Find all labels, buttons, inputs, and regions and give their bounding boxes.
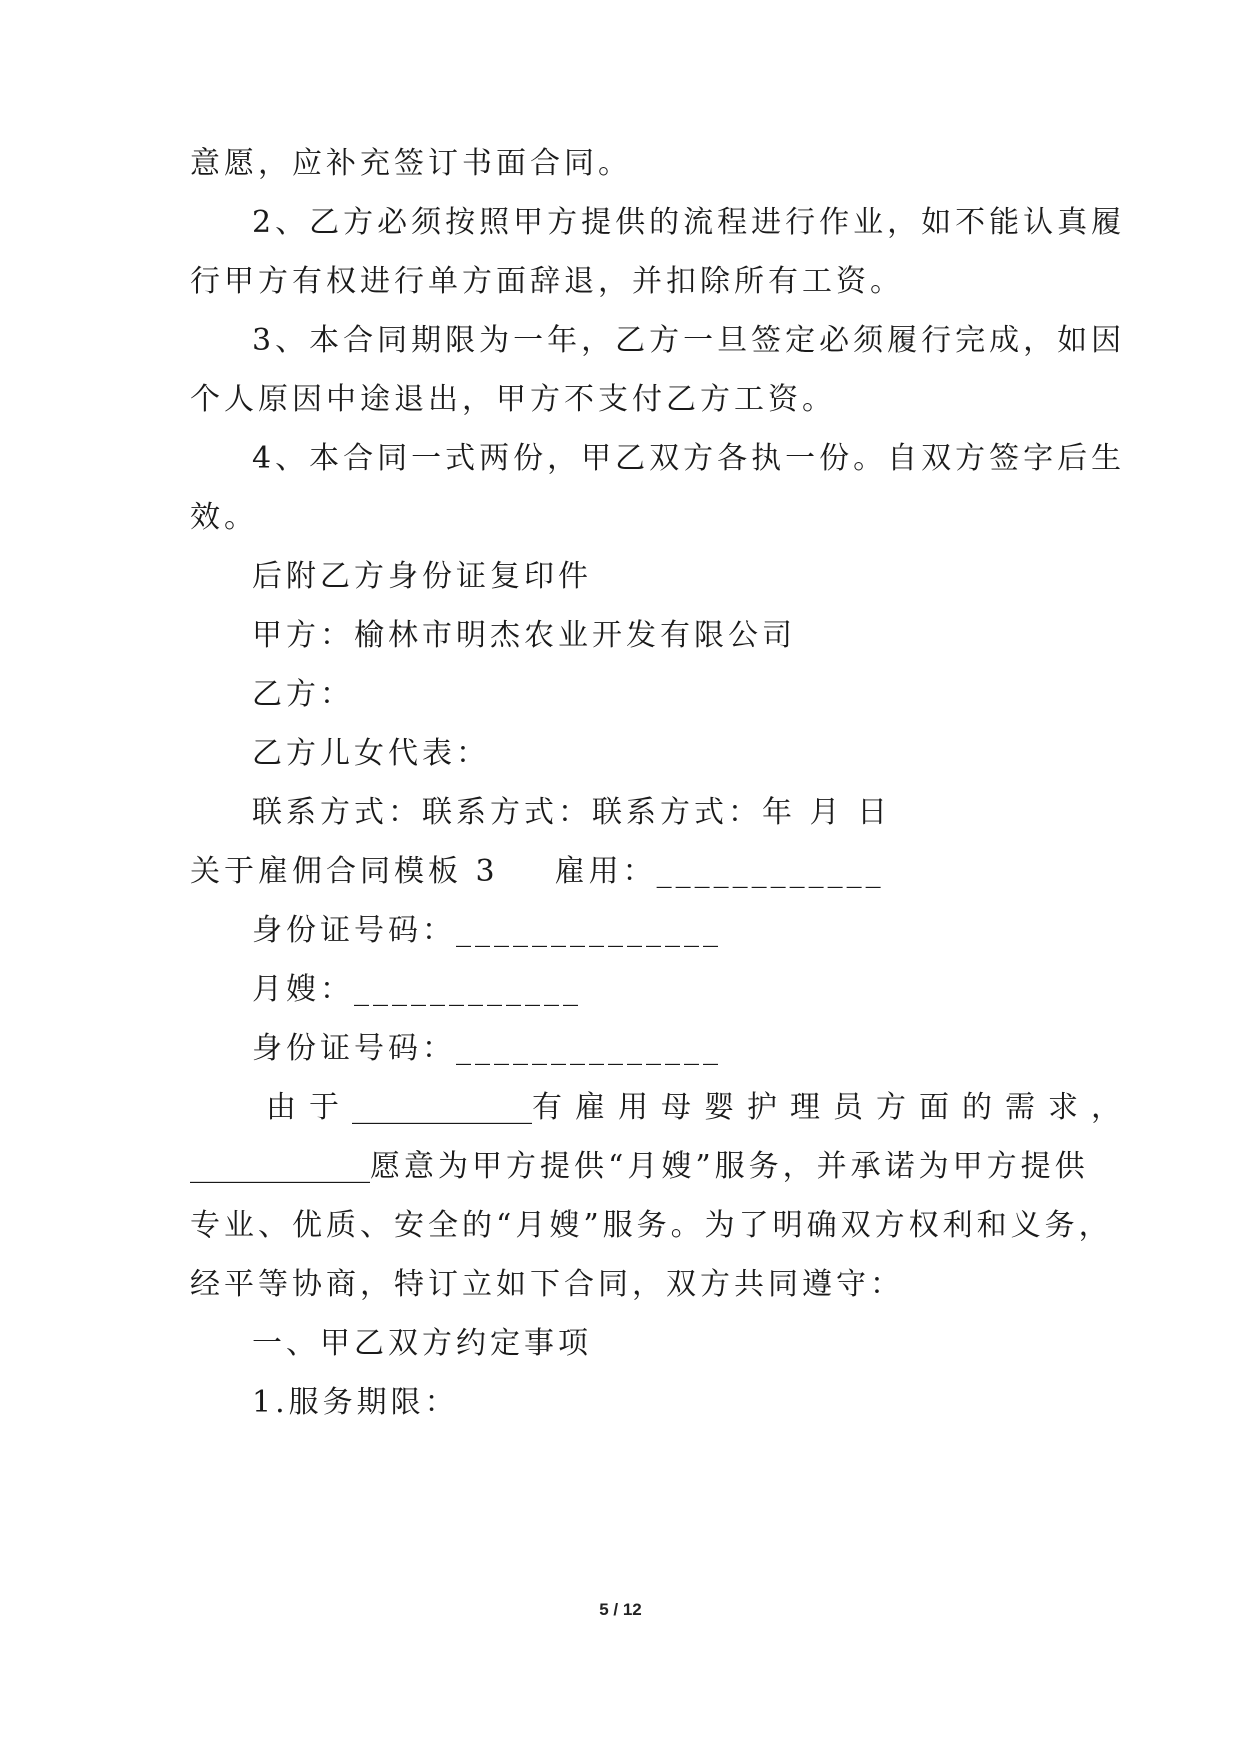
intro-end: 有雇用母婴护理员方面的需求， [532,1090,1134,1125]
text-line: 甲方：榆林市明杰农业开发有限公司 [252,618,796,653]
page-number: 5 / 12 [599,1600,642,1619]
id-number-line [252,911,722,951]
id-number-line [252,1029,722,1069]
text-line: 4、本合同一式两份，甲乙双方各执一份。自双方签字后生 [252,441,1126,476]
text-line: 2、乙方必须按照甲方提供的流程进行作业，如不能认真履 [252,205,1126,240]
intro-blank: ____________ [352,1090,532,1125]
id-blank: ______________ [456,1031,722,1066]
nanny-line [252,970,582,1010]
id-label: 身份证号码： [252,913,456,948]
text-line: 效。 [190,500,258,535]
text-line: 联系方式：联系方式：联系方式：年 月 日 [252,795,892,830]
list-item: 1.服务期限： [252,1385,459,1420]
intro-start: 由于 [266,1090,352,1125]
text-line: 乙方： [252,677,354,712]
id-label: 身份证号码： [252,1031,456,1066]
provider-blank: ____________ [190,1149,370,1184]
nanny-blank: ____________ [354,972,582,1007]
section-title: 关于雇佣合同模板 3 [190,854,499,889]
text-line [190,1147,1089,1187]
text-line: 个人原因中途退出，甲方不支付乙方工资。 [190,382,836,417]
text-line: 专业、优质、安全的“月嫂”服务。为了明确双方权利和义务， [190,1208,1113,1243]
text-line: 行甲方有权进行单方面辞退，并扣除所有工资。 [190,264,904,299]
section-title-line [190,852,885,892]
heading: 一、甲乙双方约定事项 [252,1326,592,1361]
text-line: 意愿，应补充签订书面合同。 [190,146,632,181]
employer-blank: ____________ [656,854,885,889]
intro-line [266,1088,1134,1128]
employer-label: 雇用： [554,854,657,889]
text-line: 后附乙方身份证复印件 [252,559,592,594]
id-blank: ______________ [456,913,722,948]
text-line: 经平等协商，特订立如下合同，双方共同遵守： [190,1267,904,1302]
text-line: 3、本合同期限为一年，乙方一旦签定必须履行完成，如因 [252,323,1126,358]
text-line: 乙方儿女代表： [252,736,490,771]
nanny-label: 月嫂： [252,972,354,1007]
provider-text: 愿意为甲方提供“月嫂”服务，并承诺为甲方提供 [370,1149,1089,1184]
